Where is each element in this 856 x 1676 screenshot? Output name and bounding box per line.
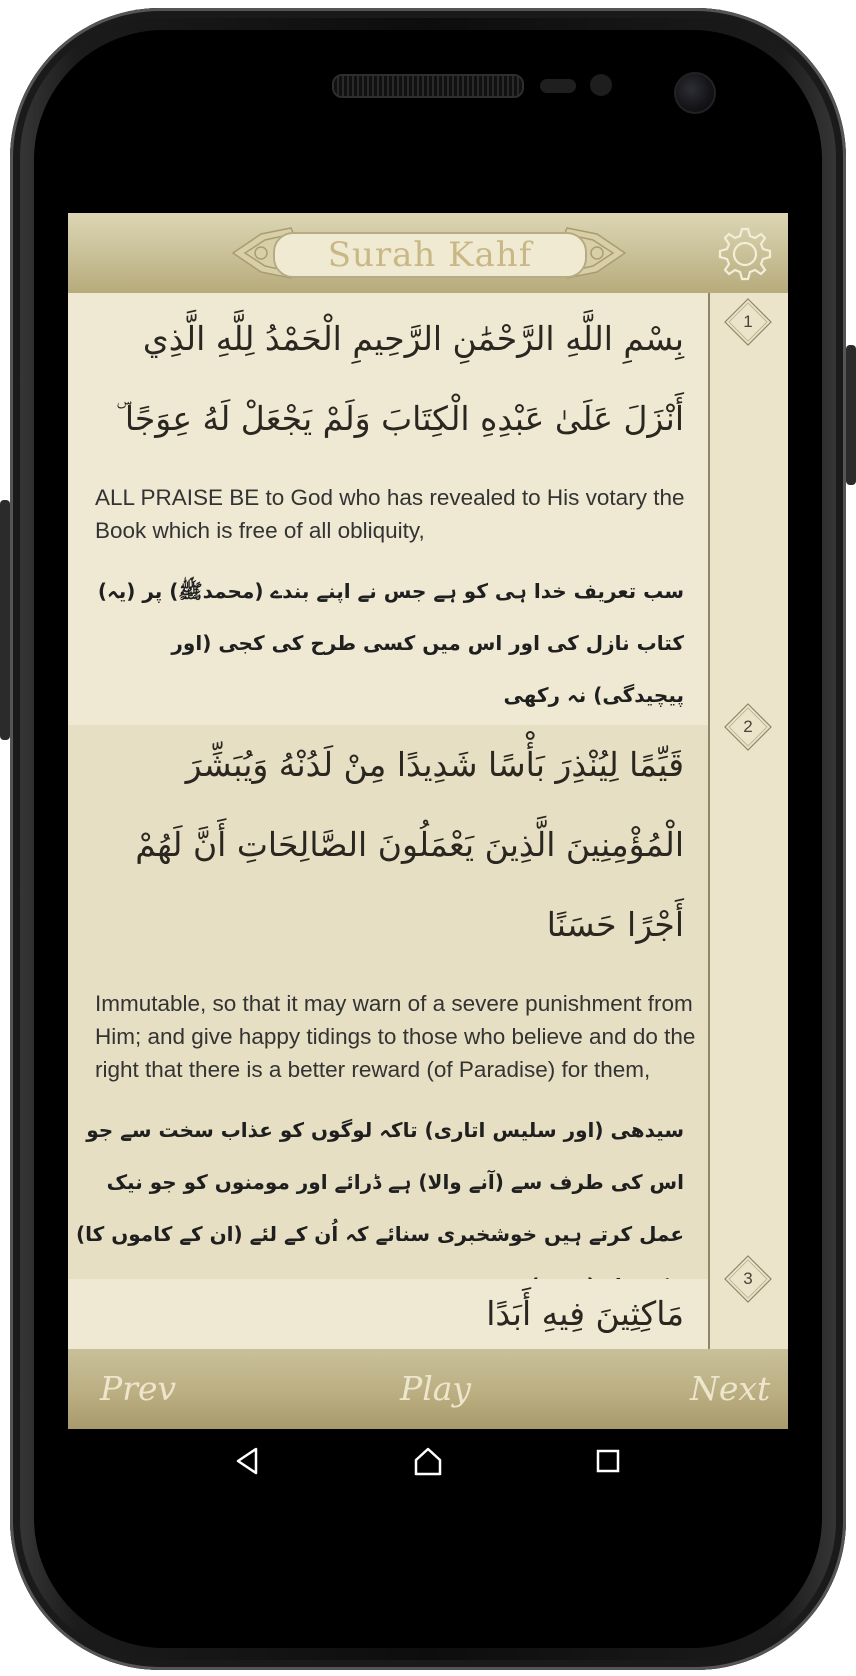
verse-number-badge (723, 1254, 773, 1304)
home-icon[interactable] (412, 1445, 444, 1477)
prev-button[interactable]: Prev (100, 1369, 177, 1408)
verse-2 (68, 725, 708, 1279)
light-sensor (590, 74, 612, 96)
playback-footer (68, 1349, 788, 1429)
verse-arabic-text: بِسْمِ اللَّهِ الرَّحْمَٰنِ الرَّحِيمِ الْحَمْدُ لِلَّهِ الَّذِي أَنْزَلَ عَلَىٰ عَبْدِهِ الْكِتَابَ وَلَمْ يَجْعَلْ لَهُ عِوَجًا ۜ (116, 319, 684, 438)
volume-button (0, 500, 10, 740)
app-screen (68, 213, 788, 1493)
verse-number-badge (723, 297, 773, 347)
verse-1 (68, 293, 708, 725)
play-button[interactable]: Play (400, 1369, 472, 1408)
verse-arabic-text: مَاكِثِينَ فِيهِ أَبَدًا (486, 1294, 684, 1333)
proximity-sensor (540, 79, 576, 93)
app-header (68, 213, 788, 293)
verse-urdu-translation: سب تعریف خدا ہی کو ہے جس نے اپنے بندے (محمدﷺ) پر (یہ) کتاب نازل کی اور اس میں کسی طرح کی کجی (اور پیچیدگی) نہ رکھی (97, 579, 684, 707)
verse-number: 2 (743, 717, 753, 736)
verse-english-translation: Immutable, so that it may warn of a severe punishment from Him; and give happy tidings to those who believe and do the right that there is a better reward (of Paradise) for them, (95, 991, 696, 1082)
back-icon[interactable] (232, 1445, 264, 1477)
power-button (846, 345, 856, 485)
recents-icon[interactable] (592, 1445, 624, 1477)
front-camera (674, 72, 716, 114)
verse-3 (68, 1279, 708, 1349)
earpiece-speaker (332, 74, 524, 98)
next-button[interactable]: Next (690, 1369, 771, 1408)
verse-english-translation: ALL PRAISE BE to God who has revealed to His votary the Book which is free of all obliquity, (95, 485, 685, 543)
verse-urdu-translation: سیدھی (اور سلیس اتاری) تاکہ لوگوں کو عذاب سخت سے جو اس کی طرف سے (آنے والا) ہے ڈرائے اور مومنوں کو جو نیک عمل کرتے ہیں خوشخبری سنائے کہ اُن کے لئے (ان کے کاموں کا) (75, 1118, 684, 1246)
verse-number: 1 (743, 312, 753, 331)
verse-number-rail (708, 293, 788, 1349)
system-nav-bar (68, 1429, 788, 1493)
verse-arabic-text: قَيِّمًا لِيُنْذِرَ بَأْسًا شَدِيدًا مِنْ لَدُنْهُ وَيُبَشِّرَ الْمُؤْمِنِينَ الَّذِينَ يَعْمَلُونَ الصَّالِحَاتِ أَنَّ لَهُمْ أَجْرًا حَسَنًا (135, 745, 684, 944)
page-title: Surah Kahf (273, 232, 587, 278)
gear-icon[interactable] (716, 225, 774, 283)
verse-number-badge (723, 702, 773, 752)
verse-number: 3 (743, 1269, 753, 1288)
verse-list[interactable] (68, 293, 788, 1349)
